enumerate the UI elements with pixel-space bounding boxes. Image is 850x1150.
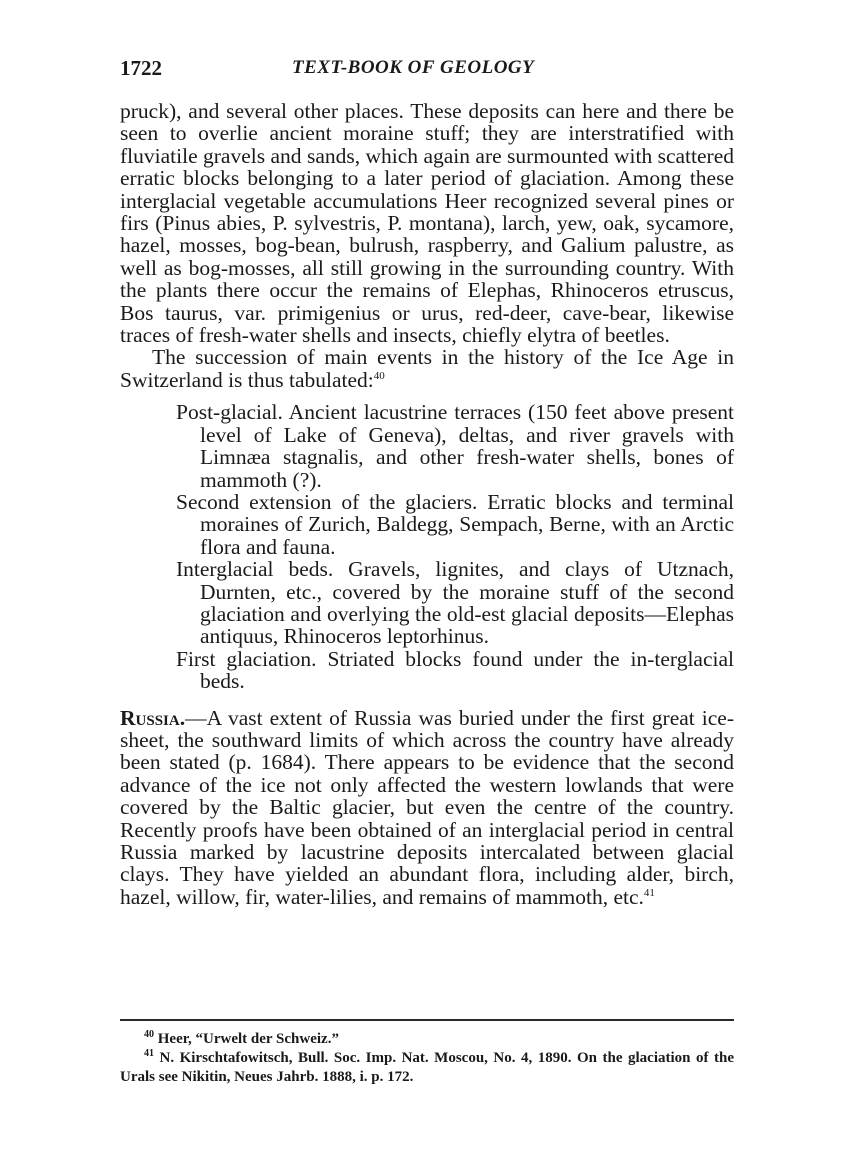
paragraph-russia: [120, 707, 734, 909]
footnote-text: Heer, “Urwelt der Schweiz.”: [157, 1031, 339, 1047]
paragraph-russia-text: —A vast extent of Russia was buried under the first great ice-sheet, the southward limits of which across the country have already been stated (p. 1684). There appears to be evidence that the second advance of the ice not only affected the western lowlands that were covered by the Baltic glacier, but even the centre of the country. Recently proofs have been obtained of an interglacial period in central Russia marked by lacustrine deposits intercalated between glacial clays. They have yielded an abundant flora, including alder, birch, hazel, willow, fir, water-lilies, and remains of mammoth, etc.: [120, 705, 734, 909]
footnote-ref-40: 40: [373, 369, 385, 382]
list-item: Second extension of the glaciers. Erratic blocks and terminal moraines of Zurich, Baldegg, Sempach, Berne, with an Arctic flora and fauna.: [176, 489, 734, 559]
paragraph-succession-text: The succession of main events in the history of the Ice Age in Switzerland is thus tabulated:: [120, 345, 734, 392]
footnote-41: [120, 1049, 734, 1087]
events-list: [120, 401, 734, 692]
footnote-40: [120, 1030, 734, 1049]
footnote-ref-41: 41: [643, 886, 655, 899]
footnote-divider: [120, 1019, 734, 1021]
list-item: Interglacial beds. Gravels, lignites, and clays of Utznach, Durnten, etc., covered by the moraine stuff of the second glaciation and overlying the old-est glacial deposits—Elephas antiquus, Rhinoceros leptorhinus.: [176, 557, 734, 649]
footnote-text: N. Kirschtafowitsch, Bull. Soc. Imp. Nat. Moscou, No. 4, 1890. On the glaciation of the Urals see Nikitin, Neues Jahrb. 1888, i. p. 172.: [120, 1050, 734, 1085]
body-text: [120, 100, 734, 908]
list-item: First glaciation. Striated blocks found under the in-terglacial beds.: [176, 646, 734, 694]
paragraph-succession: [120, 346, 734, 391]
footnote-mark: 40: [144, 1029, 154, 1040]
footnotes: [120, 1030, 734, 1087]
running-title: TEXT-BOOK OF GEOLOGY: [292, 57, 535, 78]
paragraph-continued: pruck), and several other places. These deposits can here and there be seen to overlie ancient moraine stuff; they are interstratified with fluviatile gravels and sands, which again are surmounted with scattered erratic blocks belonging to a later period of glaciation. Among these interglacial vegetable accumulations Heer recognized several pines or firs (Pinus abies, P. sylvestris, P. montana), larch, yew, oak, sycamore, hazel, mosses, bog-bean, bulrush, raspberry, and Galium palustre, as well as bog-mosses, all still growing in the surrounding country. With the plants there occur the remains of Elephas, Rhinoceros etruscus, Bos taurus, var. primigenius or urus, red-deer, cave-bear, likewise traces of fresh-water shells and insects, chiefly elytra of beetles.: [120, 99, 734, 348]
list-item: Post-glacial. Ancient lacustrine terraces (150 feet above present level of Lake of Geneva), deltas, and river gravels with Limnæa stagnalis, and other fresh-water shells, bones of mammoth (?).: [176, 400, 734, 492]
page-number: 1722: [120, 56, 162, 80]
footnote-mark: 41: [144, 1048, 154, 1059]
page-header: [120, 56, 732, 86]
section-heading-russia: Russia.: [120, 705, 186, 730]
